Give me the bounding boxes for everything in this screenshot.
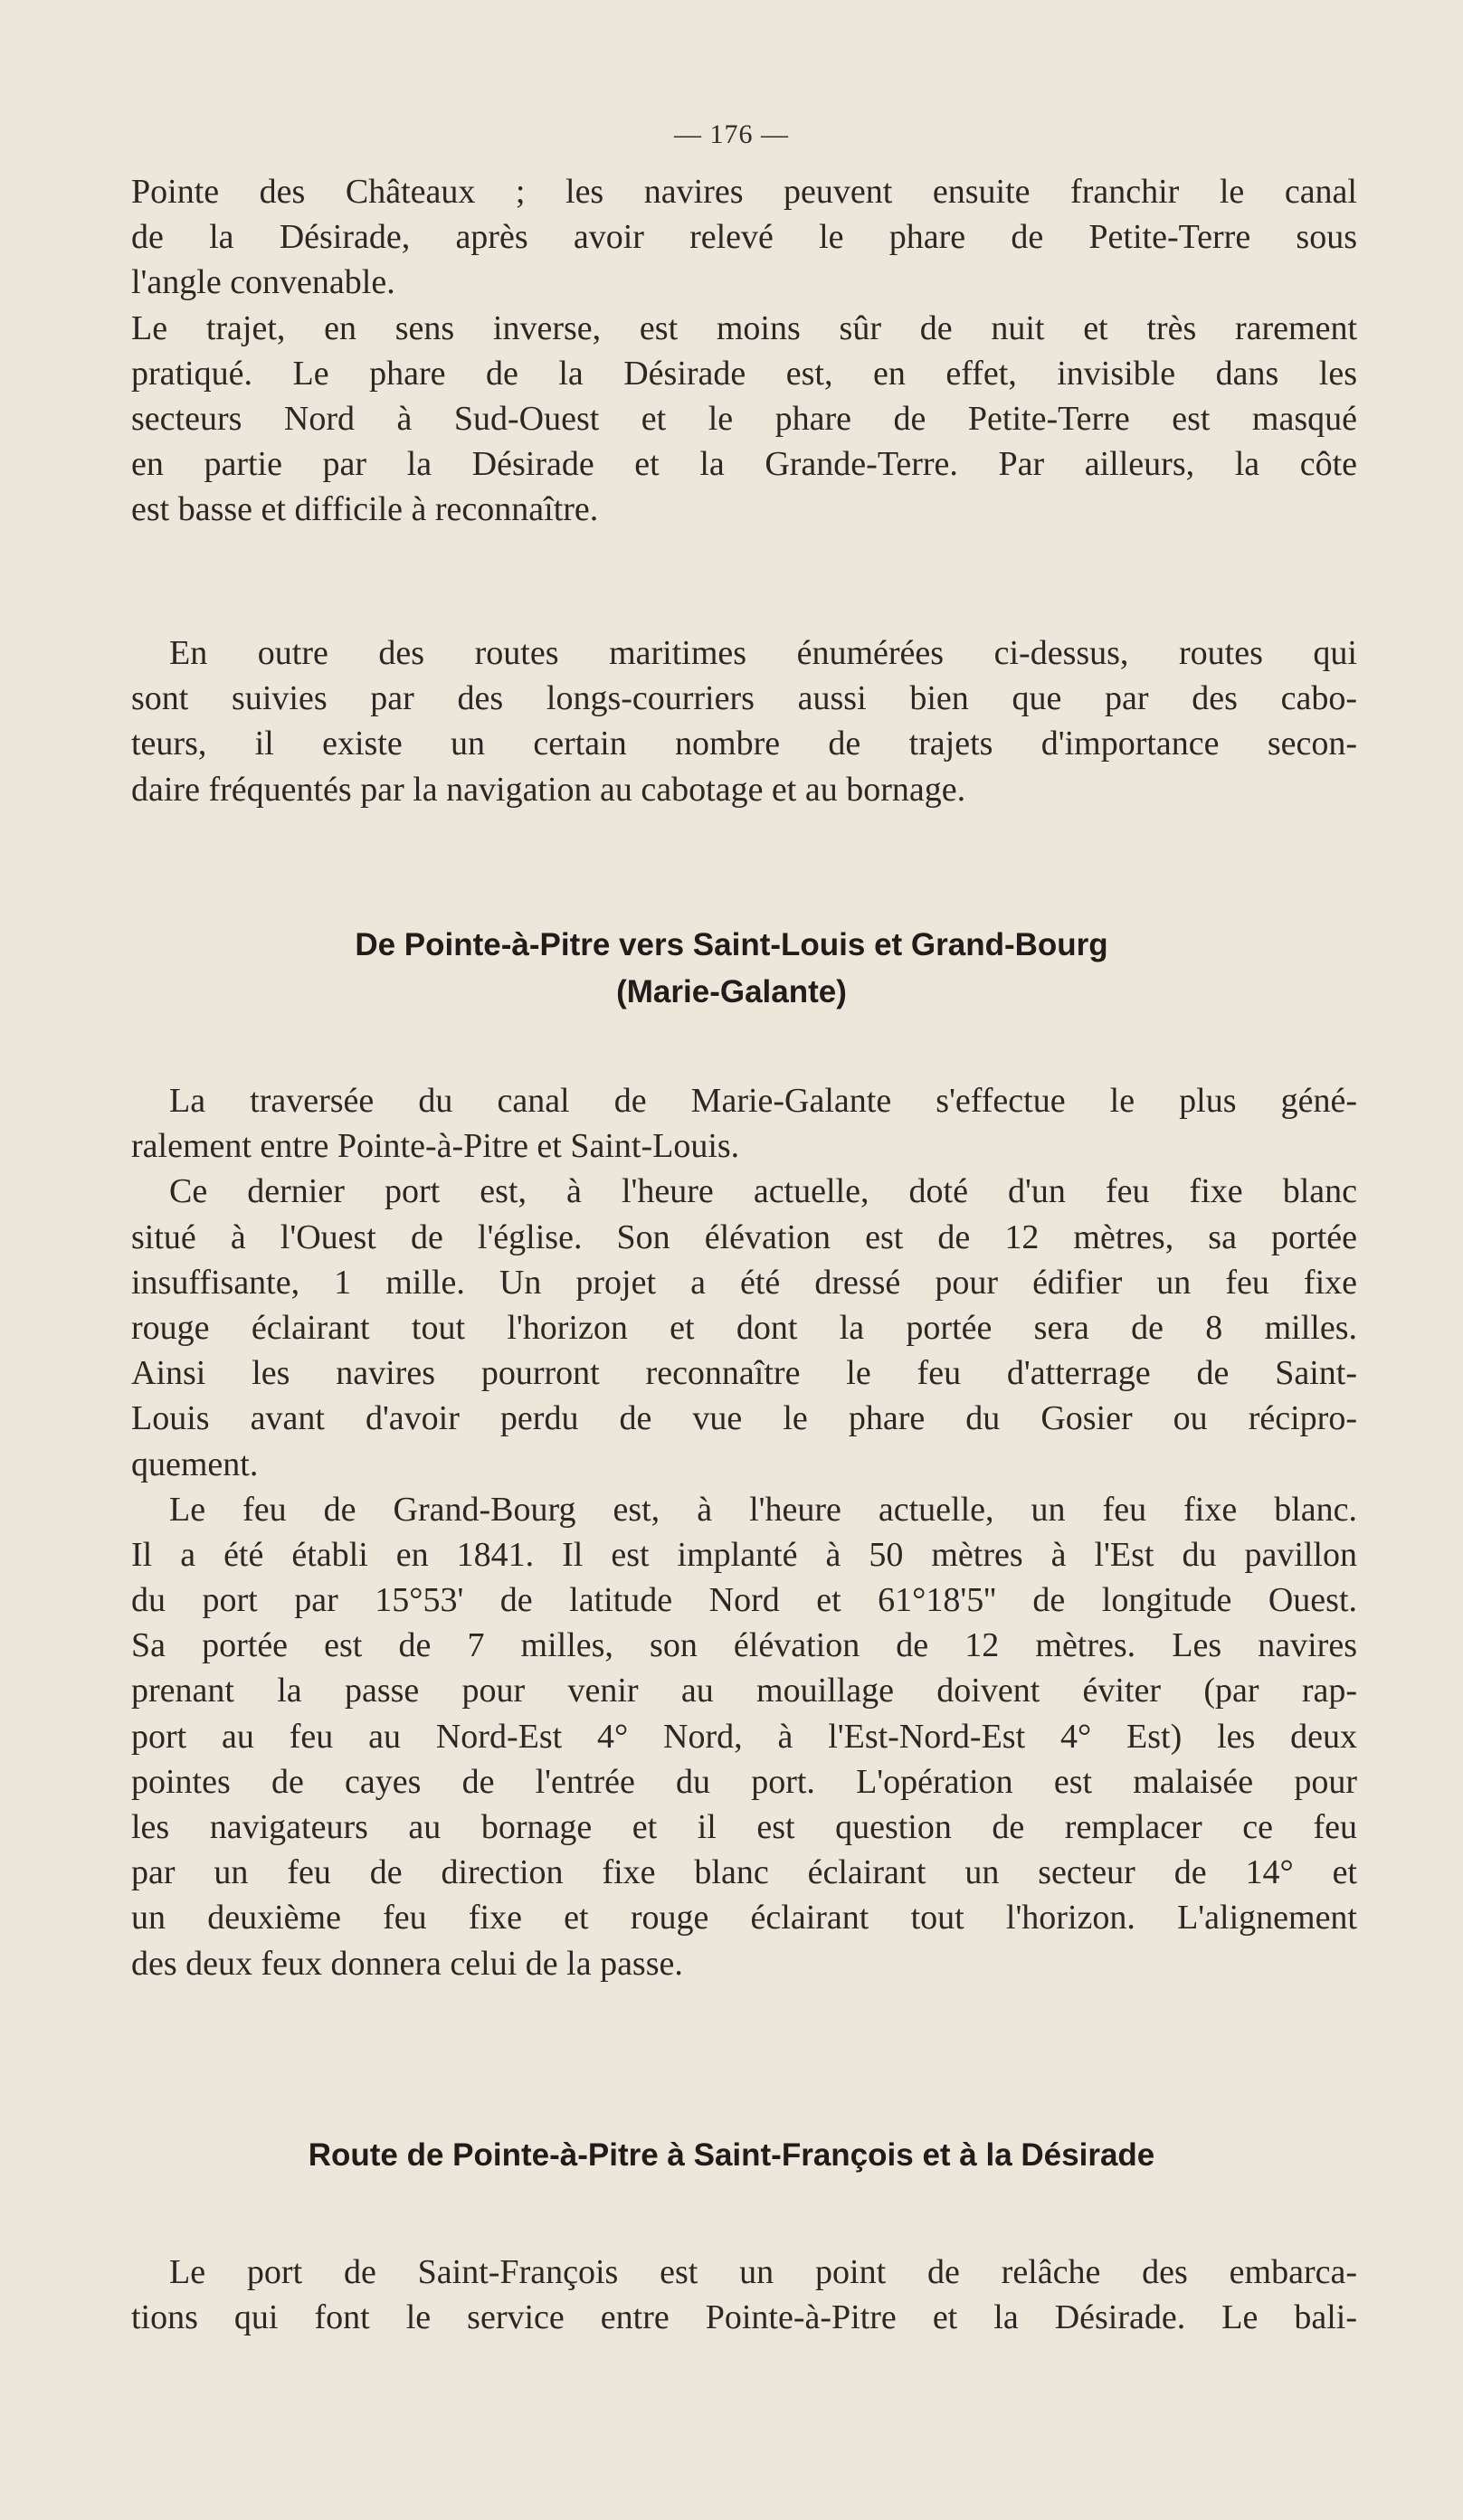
text-line: en partie par la Désirade et la Grande-Terre. Par ailleurs, la côte bbox=[131, 445, 1357, 484]
text-line: l'angle convenable. bbox=[131, 263, 395, 302]
text-line: Le feu de Grand-Bourg est, à l'heure actuelle, un feu fixe blanc. bbox=[169, 1490, 1357, 1529]
text-line: est basse et difficile à reconnaître. bbox=[131, 490, 599, 529]
text-line: quement. bbox=[131, 1445, 259, 1483]
text-line: Ainsi les navires pourront reconnaître le feu d'atterrage de Saint- bbox=[131, 1354, 1357, 1393]
text-line: insuffisante, 1 mille. Un projet a été dressé pour édifier un feu fixe bbox=[131, 1263, 1357, 1302]
text-line: des deux feux donnera celui de la passe. bbox=[131, 1944, 683, 1983]
text-line: tions qui font le service entre Pointe-à-Pitre et la Désirade. Le bali- bbox=[131, 2298, 1357, 2337]
section-heading-saint-francois bbox=[0, 2132, 1463, 2179]
text-line: Louis avant d'avoir perdu de vue le phare du Gosier ou récipro- bbox=[131, 1399, 1357, 1438]
text-line: La traversée du canal de Marie-Galante s'effectue le plus géné- bbox=[169, 1082, 1357, 1120]
text-line: port au feu au Nord-Est 4° Nord, à l'Est-Nord-Est 4° Est) les deux bbox=[131, 1717, 1357, 1756]
text-line: Ce dernier port est, à l'heure actuelle, doté d'un feu fixe blanc bbox=[169, 1172, 1357, 1211]
text-line: prenant la passe pour venir au mouillage doivent éviter (par rap- bbox=[131, 1672, 1357, 1710]
text-line: les navigateurs au bornage et il est question de remplacer ce feu bbox=[131, 1808, 1357, 1846]
text-line: teurs, il existe un certain nombre de trajets d'importance secon- bbox=[131, 725, 1357, 763]
text-line: sont suivies par des longs-courriers aussi bien que par des cabo- bbox=[131, 679, 1357, 718]
text-line: situé à l'Ouest de l'église. Son élévation est de 12 mètres, sa portée bbox=[131, 1217, 1357, 1256]
text-line: du port par 15°53' de latitude Nord et 61°18'5'' de longitude Ouest. bbox=[131, 1581, 1357, 1620]
paragraph-secondary-routes bbox=[131, 630, 1357, 812]
text-line: par un feu de direction fixe blanc éclairant un secteur de 14° et bbox=[131, 1853, 1357, 1892]
text-line: secteurs Nord à Sud-Ouest et le phare de Petite-Terre est masqué bbox=[131, 399, 1357, 438]
text-line: rouge éclairant tout l'horizon et dont la portée sera de 8 milles. bbox=[131, 1308, 1357, 1347]
text-line: Le port de Saint-François est un point de relâche des embarca- bbox=[169, 2253, 1357, 2291]
text-line: ralement entre Pointe-à-Pitre et Saint-Louis. bbox=[131, 1127, 740, 1166]
text-line: pointes de cayes de l'entrée du port. L'opération est malaisée pour bbox=[131, 1762, 1357, 1801]
paragraph-continuation bbox=[131, 169, 1357, 533]
text-line: un deuxième feu fixe et rouge éclairant tout l'horizon. L'alignement bbox=[131, 1899, 1357, 1937]
text-line: de la Désirade, après avoir relevé le phare de Petite-Terre sous bbox=[131, 218, 1357, 257]
page-number: — 176 — bbox=[674, 119, 789, 149]
text-line: pratiqué. Le phare de la Désirade est, en effet, invisible dans les bbox=[131, 354, 1357, 393]
text-line: Il a été établi en 1841. Il est implanté à 50 mètres à l'Est du pavillon bbox=[131, 1535, 1357, 1574]
section-saint-francois-body bbox=[131, 2250, 1357, 2340]
heading-line: (Marie-Galante) bbox=[616, 974, 847, 1009]
section-heading-marie-galante bbox=[0, 922, 1463, 1016]
text-line: daire fréquentés par la navigation au cabotage et au bornage. bbox=[131, 770, 966, 809]
text-line: Le trajet, en sens inverse, est moins sûr de nuit et très rarement bbox=[131, 308, 1357, 347]
section-marie-galante-body bbox=[131, 1078, 1357, 1986]
text-line: En outre des routes maritimes énumérées ci-dessus, routes qui bbox=[169, 634, 1357, 672]
heading-line: Route de Pointe-à-Pitre à Saint-François et à la Désirade bbox=[308, 2137, 1155, 2173]
heading-line: De Pointe-à-Pitre vers Saint-Louis et Grand-Bourg bbox=[355, 927, 1108, 962]
text-line: Sa portée est de 7 milles, son élévation de 12 mètres. Les navires bbox=[131, 1626, 1357, 1665]
text-line: Pointe des Châteaux ; les navires peuvent ensuite franchir le canal bbox=[131, 173, 1357, 211]
